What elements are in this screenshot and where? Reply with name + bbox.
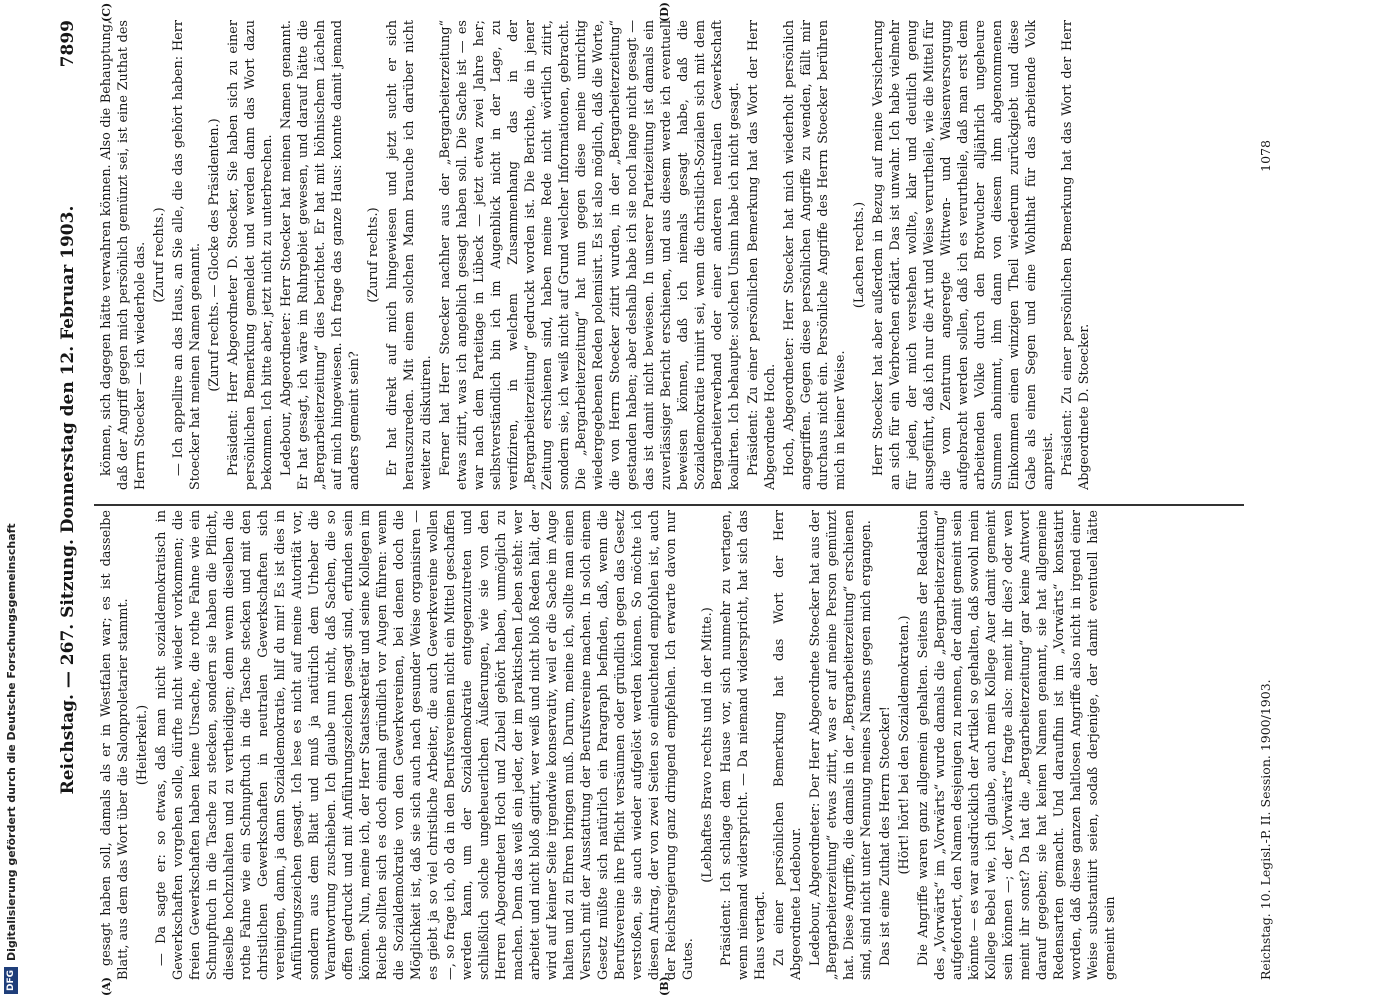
digitization-credit-strip bbox=[0, 0, 22, 1000]
footer-session-info: Reichstag. 10. Legisl.-P. II. Session. 1900/1903. bbox=[1258, 679, 1273, 980]
text-column-left bbox=[98, 510, 1243, 980]
stage-direction: (Hört! hört! bei den Sozialdemokraten.) bbox=[897, 615, 912, 875]
digitization-credit-text: Digitalisierung gefördert durch die Deutsche Forschungsgemeinschaft bbox=[4, 523, 18, 961]
paragraph: Präsident: Zu einer persönlichen Bemerkung hat das Wort der Herr Abgeordnete Hoch. bbox=[746, 20, 778, 490]
margin-mark-b: (B) bbox=[658, 976, 671, 996]
running-header: Reichstag. — 267. Sitzung. Donnerstag den 12. Februar 1903. bbox=[58, 205, 78, 795]
page-header bbox=[58, 20, 86, 980]
paragraph: Er hat direkt auf mich hingewiesen und jetzt sucht er sich herauszureden. Mit einem solchen Mann brauche ich darüber nicht weiter zu diskutiren. bbox=[385, 20, 434, 490]
paragraph: Präsident: Herr Abgeordneter D. Stoecker, Sie haben sich zu einer persönlichen Bemerkung gemeldet und werden dann das Wort dazu bekommen. Ich bitte aber, jetzt nicht zu unterbrechen. bbox=[226, 20, 275, 490]
stage-direction: (Zuruf rechts.) bbox=[366, 207, 381, 303]
footer-page-number: 1078 bbox=[1258, 140, 1273, 172]
paragraph: Herr Stoecker hat aber außerdem in Bezug auf meine Versicherung an sich für ein Verbrechen erklärt. Das ist unwahr. Ich habe vielmehr für jeden, der mich verstehen wollte, klar und deutlich genug ausgeführt, daß ich nur die Art und Weise verurtheile, wie die Mittel für die vom Zentrum angeregte Wittwen- und Waisenversorgung aufgebracht werden sollen, daß ich es verurtheile, daß man erst dem arbeitenden Volke durch den Brotwucher alljährlich ungeheure Summen abnimmt, ihm dann von diesem ihm abgenommenen Einkommen einen winzigen Theil wiederum zurückgiebt und diese Gabe als einen Segen und eine Wohlthat für das arbeitende Volk anpreist. bbox=[871, 20, 1056, 490]
document-page bbox=[28, 0, 1397, 1000]
rotated-page-content bbox=[28, 0, 1397, 1000]
paragraph: — Ich appellire an das Haus, an Sie alle, die das gehört haben: Herr Stoecker hat meinen Namen genannt. bbox=[171, 20, 203, 490]
stage-direction: (Heiterkeit.) bbox=[135, 704, 150, 786]
text-column-right bbox=[98, 20, 1243, 490]
page-footer bbox=[1258, 20, 1278, 980]
paragraph: Zu einer persönlichen Bemerkung hat das Wort der Herr Abgeordnete Ledebour. bbox=[772, 510, 804, 980]
paragraph: — Da sagte er: so etwas, daß man nicht sozialdemokratisch in Gewerkschaften vorgehen solle, dürfte nicht wieder vorkommen; die freien Gewerkschaften haben keine Ursache, die rothe Fahne wie ein Schnupftuch in die Tasche zu stecken, sondern sie haben die Pflicht, dieselbe hochzuhalten und zu vertheidigen; denn wenn dieselben die rothe Fahne wie ein Schnupftuch in die Tasche stecken und mit den christlichen Gewerkschaften in neutralen Gewerkschaften sich vereinigen, dann, ja dann Sozialdemokratie, hilf du mir! Es ist dies in Anführungszeichen gesagt. Ich lese es nicht auf meine Autorität vor, sondern aus dem Blatt und muß ja natürlich dem Urheber die Verantwortung zuschieben. Ich glaube nun nicht, daß Sachen, die so offen gedruckt und mit Anführungszeichen gesagt sind, erfunden sein können. Nun, meine ich, der Herr Staatssekretär und seine Kollegen im Reiche sollten sich es doch einmal gründlich vor Augen führen: wenn die Sozialdemokratie von den Gewerkvereinen, bei denen doch die Möglichkeit ist, daß sie sich auch nach gesunder Weise organisiren — es giebt ja so viel christliche Arbeiter, die auch Gewerkvereine wollen —, so frage ich, ob da in den Berufsvereinen nicht ein Mittel geschaffen werden kann, um der Sozialdemokratie entgegenzutreten und schließlich solche ungeheuerlichen Äußerungen, wie sie von den Herren Abgeordneten Hoch und Zubeil gehört haben, unmöglich zu machen. Denn das weiß ein jeder, der im praktischen Leben steht: wer arbeitet und nicht bloß agitirt, wer weiß und nicht bloß Reden hält, der wird auf keiner Seite irgendwie konservativ, weil er die Sache im Auge halten und zu Ehren bringen muß. Darum, meine ich, sollte man einen Versuch mit der Ausstattung der Berufsvereine machen. In solch einem Gesetz müßte sich natürlich ein Paragraph befinden, daß, wenn die Berufsvereine ihre Pflicht versäumen oder gründlich gegen das Gesetz verstoßen, sie auch wieder aufgelöst werden können. So möchte ich diesen Antrag, der von zwei Seiten so einleuchtend empfohlen ist, auch der Reichsregierung ganz dringend empfehlen. Ich erwarte davon nur Gutes. bbox=[154, 510, 696, 980]
margin-mark-d: (D) bbox=[658, 2, 671, 22]
paragraph: Ledebour, Abgeordneter: Der Herr Abgeordnete Stoecker hat aus der „Bergarbeiterzeitung“ etwas zitirt, was er auf meine Person gemünzt hat. Diese Angriffe, die damals in der „Bergarbeiterzeitung“ erschienen sind, sind nicht unter Nennung meines Namens gegen mich ergangen. bbox=[808, 510, 874, 980]
paragraph: können, sich dagegen hätte verwahren können. Also die Behauptung, daß der Angriff gegen mich persönlich gemünzt sei, ist eine Zuthat des Herrn Stoecker — ich wiederhole das. bbox=[99, 20, 148, 490]
paragraph: Ledebour, Abgeordneter: Herr Stoecker hat meinen Namen genannt. Er hat gesagt, ich wäre im Ruhrgebiet gewesen, und darauf hätte die „Bergarbeiterzeitung“ dies berichtet. Er hat mit höhnischem Lächeln auf mich hingewiesen. Ich frage das ganze Haus: konnte damit jemand anders gemeint sein? bbox=[279, 20, 362, 490]
paragraph: Die Angriffe waren ganz allgemein gehalten. Seitens der Redaktion des „Vorwärts“ im „Vorwärts“ wurde damals die „Bergarbeiterzeitung“ aufgefordert, den Namen desjenigen zu nennen, der damit gemeint sein könnte — es war ausdrücklich der Artikel so gehalten, daß sowohl mein Kollege Bebel wie, ich glaube, auch mein Kollege Auer damit gemeint sein können —; der „Vorwärts“ fragte also: meint ihr dies? oder wen meint ihr sonst? Da hat die „Bergarbeiterzeitung“ gar keine Antwort darauf gegeben; sie hat keinen Namen genannt, sie hat allgemeine Redensarten gemacht. Und daraufhin ist im „Vorwärts“ konstatirt worden, daß diese ganzen haltlosen Angriffe also nicht in irgend einer Weise substantiirt seien, sodaß derjenige, der damit eventuell hätte gemeint sein bbox=[916, 510, 1118, 980]
stage-direction: (Zuruf rechts. — Glocke des Präsidenten.) bbox=[207, 118, 222, 392]
paragraph: gesagt haben soll, damals als er in Westfalen war; es ist dasselbe Blatt, aus dem das Wort über die Salonproletarier stammt. bbox=[99, 510, 131, 980]
page-number: 7899 bbox=[58, 20, 78, 68]
paragraph: Präsident: Zu einer persönlichen Bemerkung hat das Wort der Herr Abgeordnete D. Stoecker. bbox=[1060, 20, 1092, 490]
paragraph: Präsident: Ich schlage dem Hause vor, sich nunmehr zu vertagen, wenn niemand widerspricht. — Da niemand widerspricht, hat sich das Haus vertagt. bbox=[719, 510, 768, 980]
paragraph: Hoch, Abgeordneter: Herr Stoecker hat mich wiederholt persönlich angegriffen. Gegen diese persönlichen Angriffe zu wenden, fällt mir durchaus nicht ein. Persönliche Angriffe des Herrn Stoecker berühren mich in keiner Weise. bbox=[782, 20, 848, 490]
margin-mark-a: (A) bbox=[100, 977, 113, 996]
column-divider bbox=[94, 504, 1244, 506]
paragraph: Das ist eine Zuthat des Herrn Stoecker! bbox=[878, 706, 893, 966]
dfg-logo: DFG bbox=[4, 967, 18, 994]
margin-mark-c: (C) bbox=[100, 2, 113, 22]
stage-direction: (Lachen rechts.) bbox=[852, 201, 867, 309]
stage-direction: (Lebhaftes Bravo rechts und in der Mitte.) bbox=[700, 607, 715, 883]
paragraph: Ferner hat Herr Stoecker nachher aus der „Bergarbeiterzeitung“ etwas zitirt, was ich angeblich gesagt haben soll. Die Sache ist — es war nach dem Parteitage in Lübeck — jetzt etwa zwei Jahre her; selbstverständlich bin ich im Augenblick nicht in der Lage, zu verifiziren, in welchem Zusammenhang das in der „Bergarbeiterzeitung“ gedruckt worden ist. Die Berichte, die in jener Zeitung erschienen sind, haben meine Rede nicht wörtlich zitirt, sondern sie, ich weiß nicht auf Grund welcher Informationen, gebracht. Die „Bergarbeiterzeitung“ hat nun gegen diese meine unrichtig wiedergegebenen Reden polemisirt. Es ist also möglich, daß die Worte, die von Herrn Stoecker zitirt wurden, in der „Bergarbeiterzeitung“ gestanden haben; aber deshalb habe ich sie noch lange nicht gesagt — das ist damit nicht bewiesen. In unserer Parteizeitung ist damals ein zuverlässiger Bericht erschienen, und aus diesem werde ich eventuell beweisen können, daß ich niemals gesagt habe, daß die Sozialdemokratie ruinirt sei, wenn die christlich-Sozialen sich mit dem Bergarbeiterverband oder einer anderen neutralen Gewerkschaft koalirten. Ich behaupte: solchen Unsinn habe ich nicht gesagt. bbox=[438, 20, 742, 490]
stage-direction: (Zuruf rechts.) bbox=[152, 207, 167, 303]
